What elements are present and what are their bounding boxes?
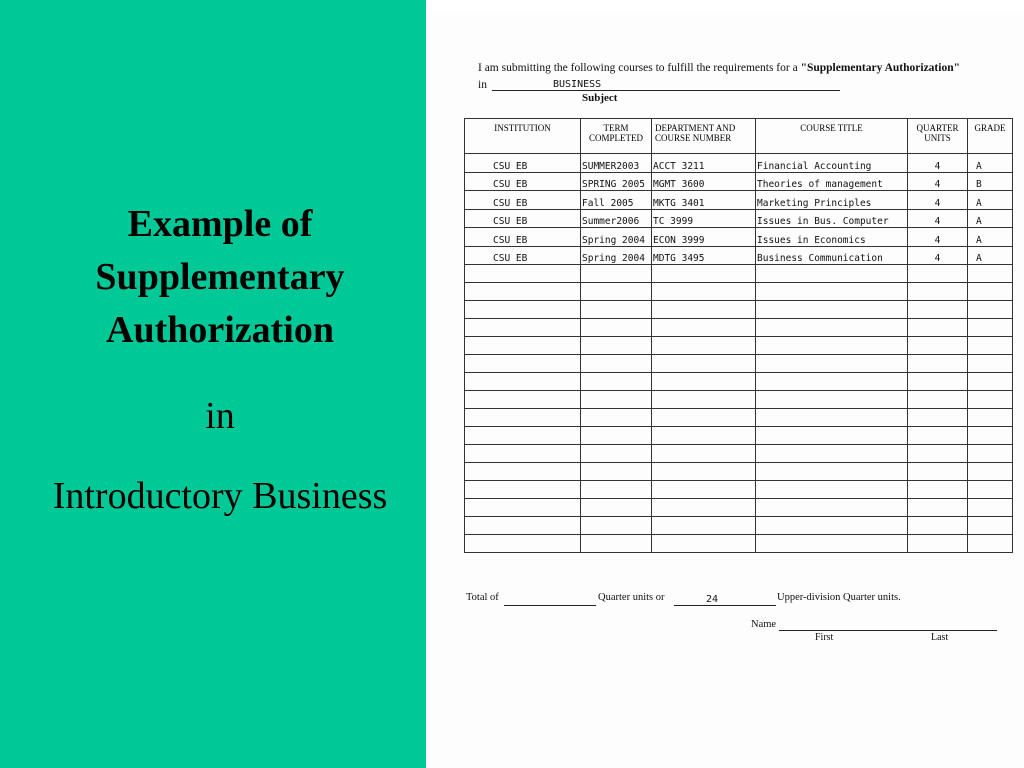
cell-course: TC 3999 (652, 209, 756, 228)
empty-cell (968, 355, 1013, 373)
upper-division-label: Upper-division Quarter units. (777, 592, 901, 603)
slide-title (0, 198, 440, 357)
empty-cell (652, 301, 756, 319)
empty-cell (968, 445, 1013, 463)
empty-cell (581, 517, 652, 535)
empty-cell (908, 391, 968, 409)
empty-cell (581, 463, 652, 481)
empty-cell (908, 319, 968, 337)
upper-units-blank (674, 605, 776, 606)
empty-cell (652, 517, 756, 535)
empty-cell (581, 265, 652, 283)
slide-title-line3: Authorization (106, 309, 334, 351)
first-name-label: First (815, 632, 834, 643)
empty-cell (908, 409, 968, 427)
empty-cell (465, 355, 581, 373)
empty-cell (465, 481, 581, 499)
table-row (465, 246, 1013, 265)
empty-cell (968, 337, 1013, 355)
empty-cell (908, 265, 968, 283)
empty-cell (756, 463, 908, 481)
empty-cell (465, 373, 581, 391)
empty-cell (756, 499, 908, 517)
empty-cell (968, 391, 1013, 409)
header-units: QUARTER UNITS (908, 119, 968, 154)
empty-table-row (465, 535, 1013, 553)
empty-cell (968, 427, 1013, 445)
empty-cell (465, 463, 581, 481)
intro-prefix: I am submitting the following courses to fulfill the requirements for a (478, 62, 801, 74)
empty-cell (968, 319, 1013, 337)
empty-table-row (465, 337, 1013, 355)
table-row (465, 209, 1013, 228)
empty-cell (968, 517, 1013, 535)
empty-cell (652, 427, 756, 445)
empty-cell (465, 499, 581, 517)
empty-cell (581, 445, 652, 463)
empty-cell (652, 337, 756, 355)
empty-cell (756, 319, 908, 337)
empty-table-row (465, 355, 1013, 373)
empty-cell (756, 445, 908, 463)
cell-units: 4 (908, 154, 968, 173)
empty-cell (652, 445, 756, 463)
empty-cell (756, 283, 908, 301)
courses-table-body (465, 154, 1013, 553)
empty-cell (756, 391, 908, 409)
empty-cell (908, 427, 968, 445)
empty-cell (465, 427, 581, 445)
header-term: TERM COMPLETED (581, 119, 652, 154)
header-institution: INSTITUTION (465, 119, 581, 154)
cell-grade: A (968, 154, 1013, 173)
empty-cell (652, 535, 756, 553)
empty-cell (756, 427, 908, 445)
empty-cell (968, 409, 1013, 427)
slide-title-panel (0, 0, 426, 768)
cell-grade: A (968, 228, 1013, 247)
empty-cell (652, 463, 756, 481)
empty-cell (968, 535, 1013, 553)
empty-cell (465, 409, 581, 427)
slide-title-line2: Supplementary (95, 256, 345, 298)
name-label: Name (751, 619, 777, 630)
subject-label: Subject (582, 92, 618, 104)
cell-units: 4 (908, 191, 968, 210)
upper-units-value: 24 (706, 594, 719, 605)
cell-course: MKTG 3401 (652, 191, 756, 210)
slide-title-line1: Example of (127, 203, 313, 245)
empty-cell (756, 409, 908, 427)
empty-cell (465, 301, 581, 319)
empty-table-row (465, 481, 1013, 499)
empty-cell (652, 265, 756, 283)
empty-cell (908, 499, 968, 517)
cell-institution: CSU EB (465, 228, 581, 247)
slide-subtitle-in: in (205, 395, 235, 437)
empty-cell (968, 499, 1013, 517)
header-course-title: COURSE TITLE (756, 119, 908, 154)
cell-institution: CSU EB (465, 209, 581, 228)
total-units-blank (504, 605, 596, 606)
total-label: Total of (466, 592, 499, 603)
empty-cell (968, 265, 1013, 283)
empty-cell (581, 427, 652, 445)
cell-course: MGMT 3600 (652, 172, 756, 191)
empty-cell (908, 481, 968, 499)
empty-cell (908, 301, 968, 319)
empty-cell (465, 319, 581, 337)
empty-cell (581, 337, 652, 355)
empty-table-row (465, 391, 1013, 409)
cell-term: SPRING 2005 (581, 172, 652, 191)
empty-cell (652, 409, 756, 427)
cell-term: Fall 2005 (581, 191, 652, 210)
slide-subtitle-course: Introductory Business (52, 475, 388, 517)
empty-cell (908, 517, 968, 535)
empty-cell (465, 391, 581, 409)
empty-table-row (465, 427, 1013, 445)
cell-institution: CSU EB (465, 246, 581, 265)
empty-cell (581, 319, 652, 337)
form-intro-text (478, 62, 960, 74)
empty-cell (908, 337, 968, 355)
header-grade: GRADE (968, 119, 1013, 154)
empty-cell (908, 463, 968, 481)
in-label: in (478, 79, 487, 91)
empty-cell (756, 373, 908, 391)
empty-table-row (465, 463, 1013, 481)
table-row (465, 172, 1013, 191)
intro-bold: "Supplementary Authorization" (800, 62, 960, 74)
empty-cell (652, 481, 756, 499)
cell-institution: CSU EB (465, 172, 581, 191)
empty-cell (756, 517, 908, 535)
cell-grade: A (968, 209, 1013, 228)
cell-course: ECON 3999 (652, 228, 756, 247)
empty-cell (652, 283, 756, 301)
empty-cell (652, 373, 756, 391)
empty-table-row (465, 517, 1013, 535)
empty-cell (465, 265, 581, 283)
empty-table-row (465, 409, 1013, 427)
empty-cell (465, 337, 581, 355)
cell-term: Spring 2004 (581, 228, 652, 247)
header-dept: DEPARTMENT AND COURSE NUMBER (652, 119, 756, 154)
empty-cell (652, 499, 756, 517)
empty-cell (908, 355, 968, 373)
empty-cell (968, 301, 1013, 319)
cell-grade: A (968, 246, 1013, 265)
table-row (465, 191, 1013, 210)
cell-grade: A (968, 191, 1013, 210)
cell-term: Summer2006 (581, 209, 652, 228)
empty-cell (908, 445, 968, 463)
empty-cell (581, 391, 652, 409)
courses-table (464, 118, 1013, 553)
empty-cell (581, 481, 652, 499)
cell-title: Financial Accounting (756, 154, 908, 173)
cell-institution: CSU EB (465, 154, 581, 173)
empty-cell (581, 283, 652, 301)
empty-cell (581, 301, 652, 319)
subject-blank-line (492, 90, 840, 91)
table-row (465, 154, 1013, 173)
empty-cell (968, 373, 1013, 391)
cell-title: Issues in Bus. Computer (756, 209, 908, 228)
subject-value: BUSINESS (553, 79, 602, 90)
empty-cell (756, 355, 908, 373)
table-header-row (465, 119, 1013, 154)
empty-cell (465, 517, 581, 535)
empty-cell (968, 283, 1013, 301)
empty-cell (652, 355, 756, 373)
cell-title: Marketing Principles (756, 191, 908, 210)
quarter-units-or-label: Quarter units or (598, 592, 665, 603)
empty-cell (756, 337, 908, 355)
empty-cell (652, 319, 756, 337)
empty-cell (908, 535, 968, 553)
cell-units: 4 (908, 209, 968, 228)
empty-cell (652, 391, 756, 409)
empty-cell (968, 463, 1013, 481)
empty-cell (581, 535, 652, 553)
empty-cell (465, 445, 581, 463)
empty-cell (581, 373, 652, 391)
cell-grade: B (968, 172, 1013, 191)
cell-term: Spring 2004 (581, 246, 652, 265)
empty-table-row (465, 319, 1013, 337)
name-blank-line (779, 630, 997, 631)
empty-cell (756, 535, 908, 553)
cell-term: SUMMER2003 (581, 154, 652, 173)
empty-table-row (465, 499, 1013, 517)
cell-units: 4 (908, 172, 968, 191)
empty-cell (581, 499, 652, 517)
cell-course: MDTG 3495 (652, 246, 756, 265)
cell-title: Theories of management (756, 172, 908, 191)
table-row (465, 228, 1013, 247)
empty-cell (908, 283, 968, 301)
cell-course: ACCT 3211 (652, 154, 756, 173)
empty-cell (968, 481, 1013, 499)
empty-table-row (465, 373, 1013, 391)
empty-cell (581, 409, 652, 427)
empty-table-row (465, 301, 1013, 319)
empty-cell (465, 283, 581, 301)
empty-cell (465, 535, 581, 553)
cell-title: Issues in Economics (756, 228, 908, 247)
empty-cell (908, 373, 968, 391)
empty-cell (581, 355, 652, 373)
cell-units: 4 (908, 228, 968, 247)
empty-table-row (465, 283, 1013, 301)
empty-table-row (465, 445, 1013, 463)
empty-cell (756, 481, 908, 499)
empty-cell (756, 265, 908, 283)
cell-units: 4 (908, 246, 968, 265)
empty-table-row (465, 265, 1013, 283)
empty-cell (756, 301, 908, 319)
last-name-label: Last (931, 632, 949, 643)
cell-institution: CSU EB (465, 191, 581, 210)
cell-title: Business Communication (756, 246, 908, 265)
